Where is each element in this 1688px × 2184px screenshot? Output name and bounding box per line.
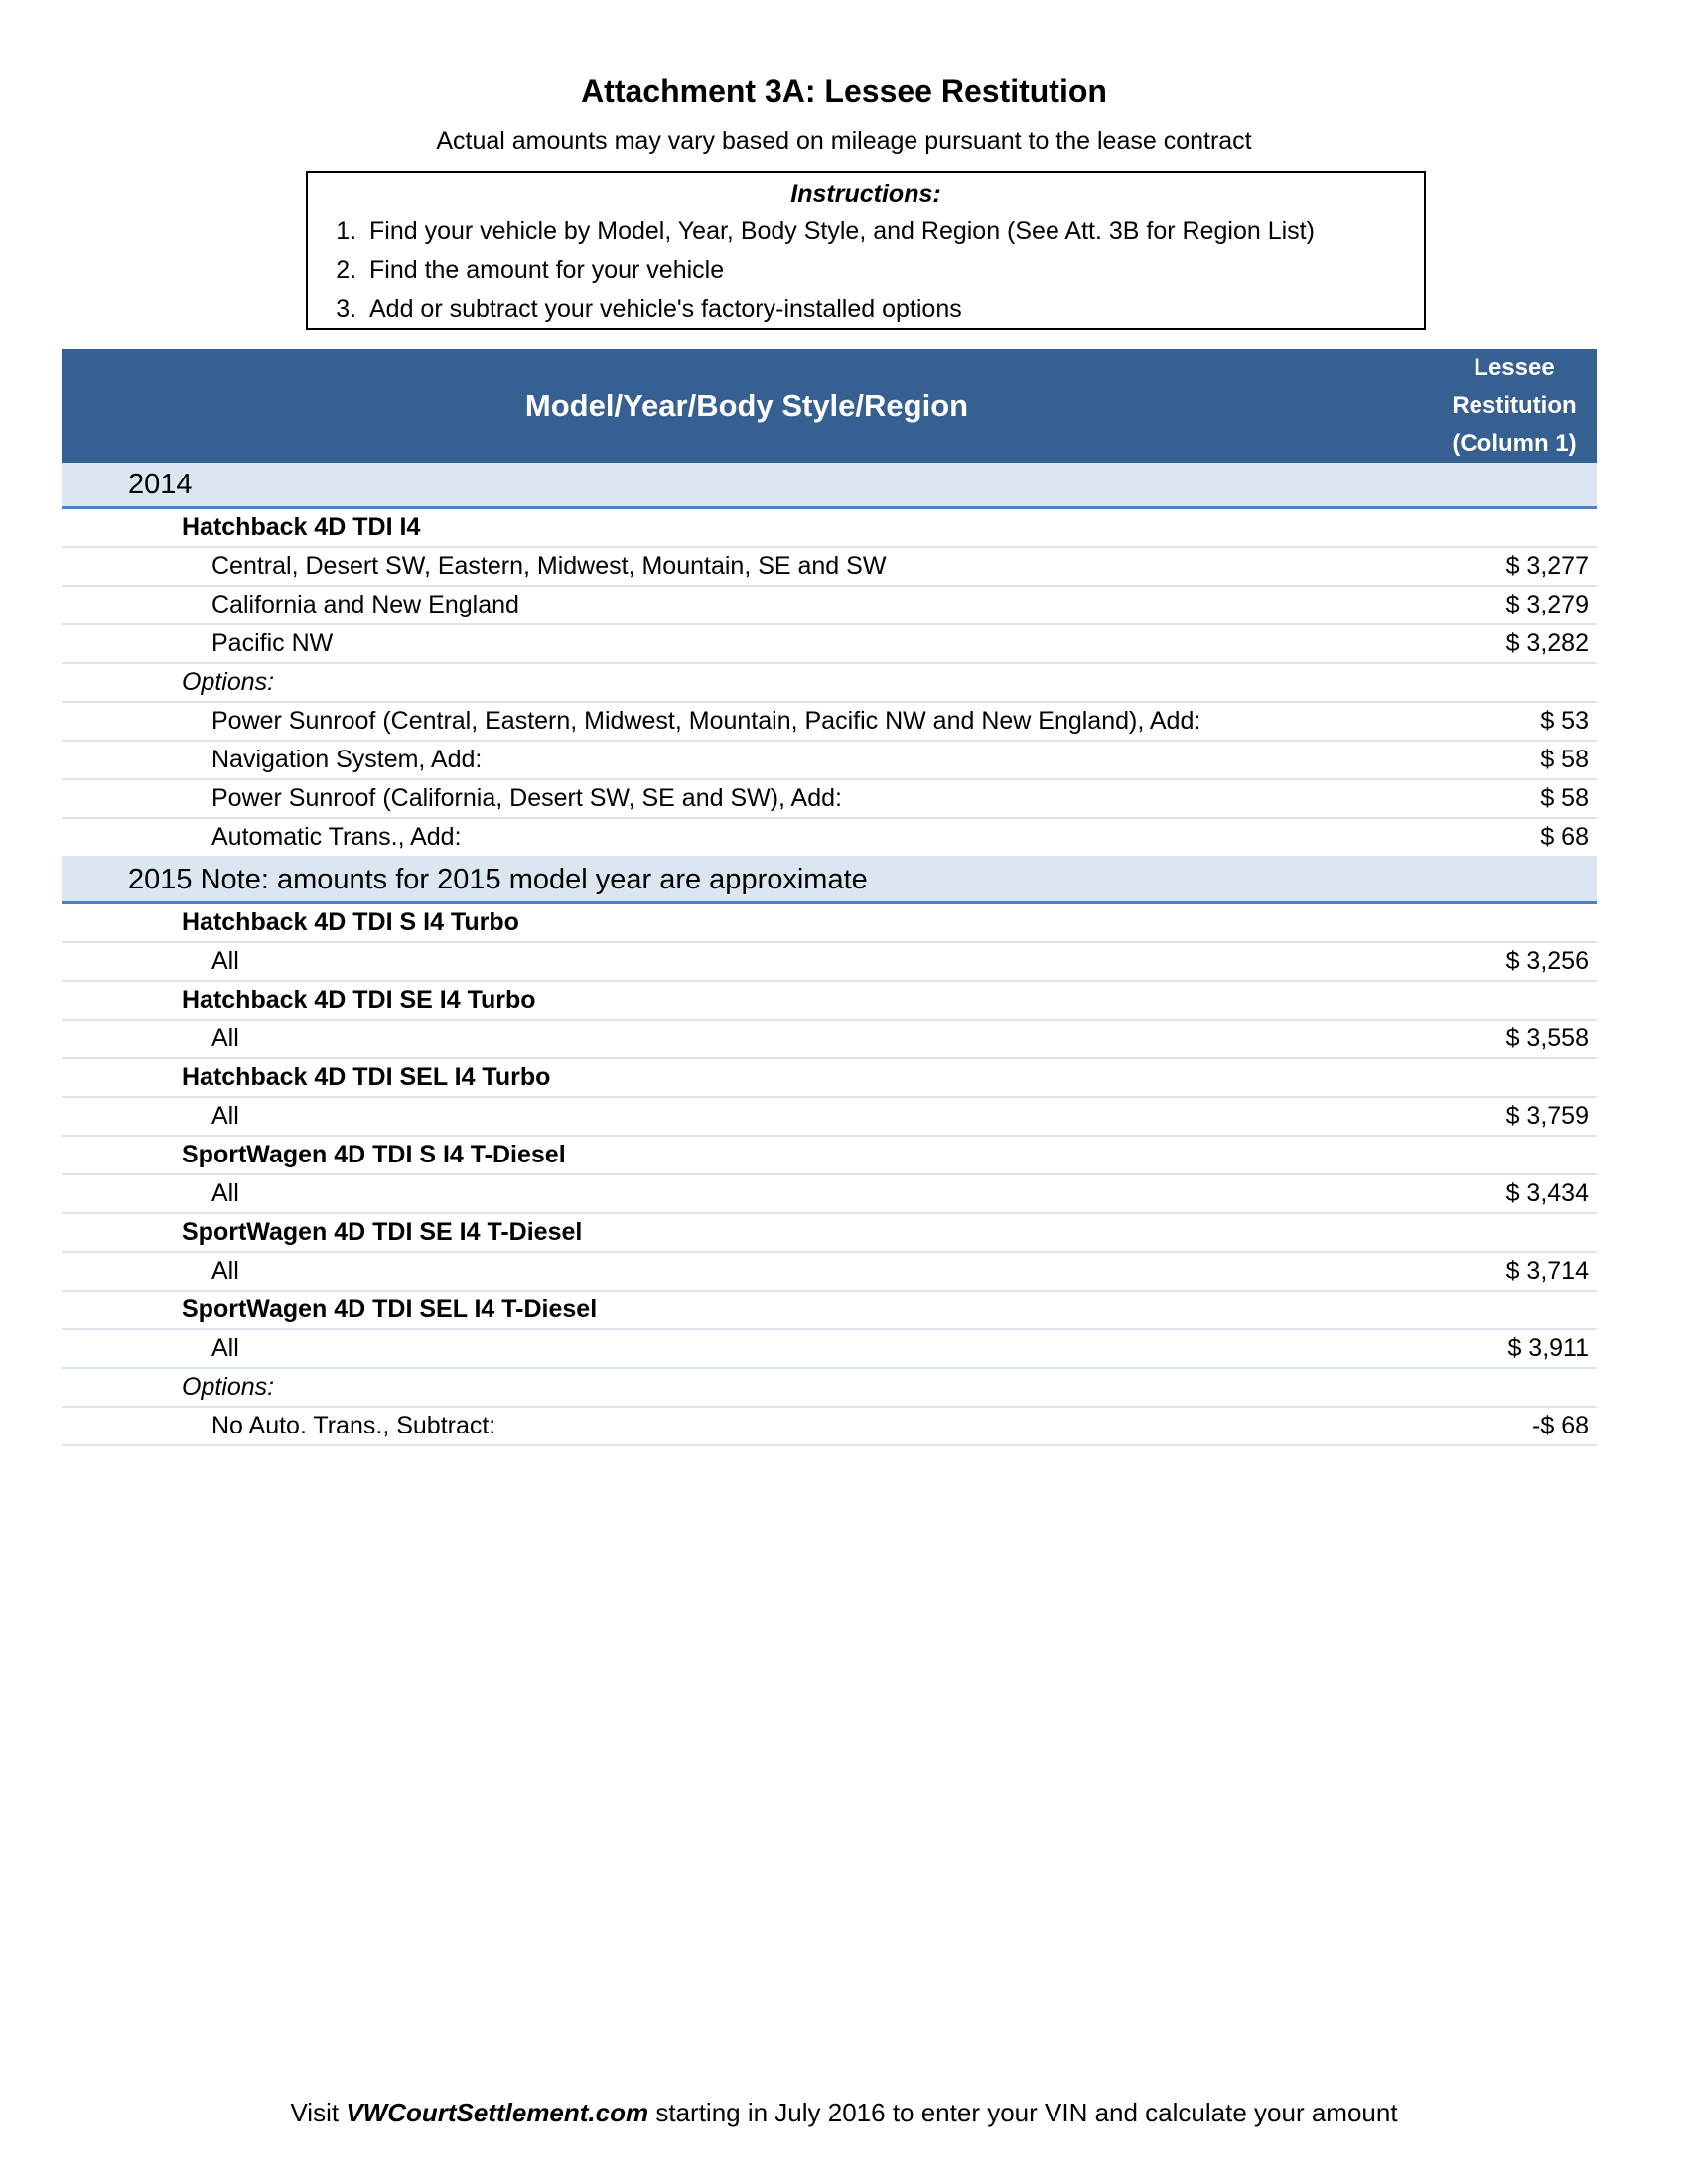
row-label: 2015 Note: amounts for 2015 model year are approximate [128, 864, 868, 895]
model-row [62, 1214, 1597, 1253]
options-row [62, 1369, 1597, 1408]
row-amount: $ 3,277 [1505, 552, 1589, 580]
row-label: California and New England [211, 591, 519, 618]
row-amount: $ 68 [1540, 823, 1589, 851]
row-label: SportWagen 4D TDI SE I4 T-Diesel [182, 1218, 583, 1246]
model-row [62, 509, 1597, 548]
year-row [62, 463, 1597, 509]
table-row [62, 548, 1597, 587]
row-label: All [211, 1024, 239, 1052]
row-label: Hatchback 4D TDI SEL I4 Turbo [182, 1063, 551, 1091]
table-row [62, 1098, 1597, 1137]
row-label: 2014 [128, 469, 193, 500]
row-label: All [211, 1334, 239, 1362]
instruction-step: 2. Find the amount for your vehicle [363, 251, 1424, 290]
row-label: Hatchback 4D TDI I4 [182, 513, 421, 541]
row-amount: $ 58 [1540, 746, 1589, 773]
model-row [62, 982, 1597, 1021]
model-row [62, 1137, 1597, 1175]
row-amount: $ 3,759 [1505, 1102, 1589, 1130]
header-restitution-column [1432, 349, 1597, 463]
header-restitution-line: Lessee [1474, 354, 1555, 381]
row-amount: $ 3,558 [1505, 1024, 1589, 1052]
row-label: Hatchback 4D TDI SE I4 Turbo [182, 986, 536, 1014]
table-row [62, 1408, 1597, 1446]
row-label: Power Sunroof (California, Desert SW, SE and SW), Add: [211, 784, 842, 812]
header-model-column: Model/Year/Body Style/Region [524, 388, 969, 423]
row-label: Options: [182, 1373, 275, 1401]
table-body [62, 463, 1597, 1446]
row-label: Hatchback 4D TDI S I4 Turbo [182, 908, 519, 936]
table-row [62, 742, 1597, 780]
footer-website: VWCourtSettlement.com [346, 2098, 649, 2127]
footer-prefix: Visit [290, 2098, 347, 2127]
row-label: SportWagen 4D TDI SEL I4 T-Diesel [182, 1296, 598, 1323]
instruction-step: 3. Add or subtract your vehicle's factory-installed options [363, 290, 1424, 329]
row-amount: $ 3,434 [1505, 1179, 1589, 1207]
header-restitution-line: (Column 1) [1452, 430, 1577, 457]
row-amount: $ 3,256 [1505, 947, 1589, 975]
row-amount: $ 3,911 [1507, 1334, 1589, 1362]
table-row [62, 1175, 1597, 1214]
row-label: Power Sunroof (Central, Eastern, Midwest, Mountain, Pacific NW and New England), Add: [211, 707, 1201, 735]
row-amount: $ 3,279 [1505, 591, 1589, 618]
row-amount: $ 53 [1540, 707, 1589, 735]
row-label: No Auto. Trans., Subtract: [211, 1412, 496, 1439]
instructions-list [308, 212, 1424, 329]
instruction-step: 1. Find your vehicle by Model, Year, Body Style, and Region (See Att. 3B for Region List) [363, 212, 1424, 251]
table-row [62, 819, 1597, 858]
table-row [62, 1330, 1597, 1369]
model-row [62, 904, 1597, 943]
row-amount: $ 3,714 [1505, 1257, 1589, 1285]
row-label: Options: [182, 668, 275, 696]
footer-note [0, 2093, 1688, 2132]
table-row [62, 1021, 1597, 1059]
instructions-box [306, 171, 1426, 330]
page-title: Attachment 3A: Lessee Restitution [581, 73, 1107, 109]
page-subtitle: Actual amounts may vary based on mileage pursuant to the lease contract [436, 127, 1252, 155]
row-amount: -$ 68 [1532, 1412, 1589, 1439]
row-amount: $ 3,282 [1505, 629, 1589, 657]
table-row [62, 625, 1597, 664]
row-amount: $ 58 [1540, 784, 1589, 812]
year-row [62, 858, 1597, 904]
footer-suffix: starting in July 2016 to enter your VIN and calculate your amount [648, 2098, 1398, 2127]
header-restitution-line: Restitution [1452, 392, 1577, 419]
row-label: Pacific NW [211, 629, 334, 657]
table-row [62, 703, 1597, 742]
row-label: All [211, 947, 239, 975]
table-row [62, 780, 1597, 819]
row-label: All [211, 1102, 239, 1130]
row-label: All [211, 1257, 239, 1285]
restitution-table [62, 349, 1597, 1446]
table-row [62, 943, 1597, 982]
row-label: Central, Desert SW, Eastern, Midwest, Mountain, SE and SW [211, 552, 887, 580]
options-row [62, 664, 1597, 703]
row-label: All [211, 1179, 239, 1207]
table-row [62, 587, 1597, 625]
table-row [62, 1253, 1597, 1292]
row-label: Automatic Trans., Add: [211, 823, 462, 851]
model-row [62, 1059, 1597, 1098]
table-header [62, 349, 1597, 463]
model-row [62, 1292, 1597, 1330]
row-label: SportWagen 4D TDI S I4 T-Diesel [182, 1141, 566, 1168]
instructions-heading: Instructions: [790, 180, 941, 207]
row-label: Navigation System, Add: [211, 746, 483, 773]
